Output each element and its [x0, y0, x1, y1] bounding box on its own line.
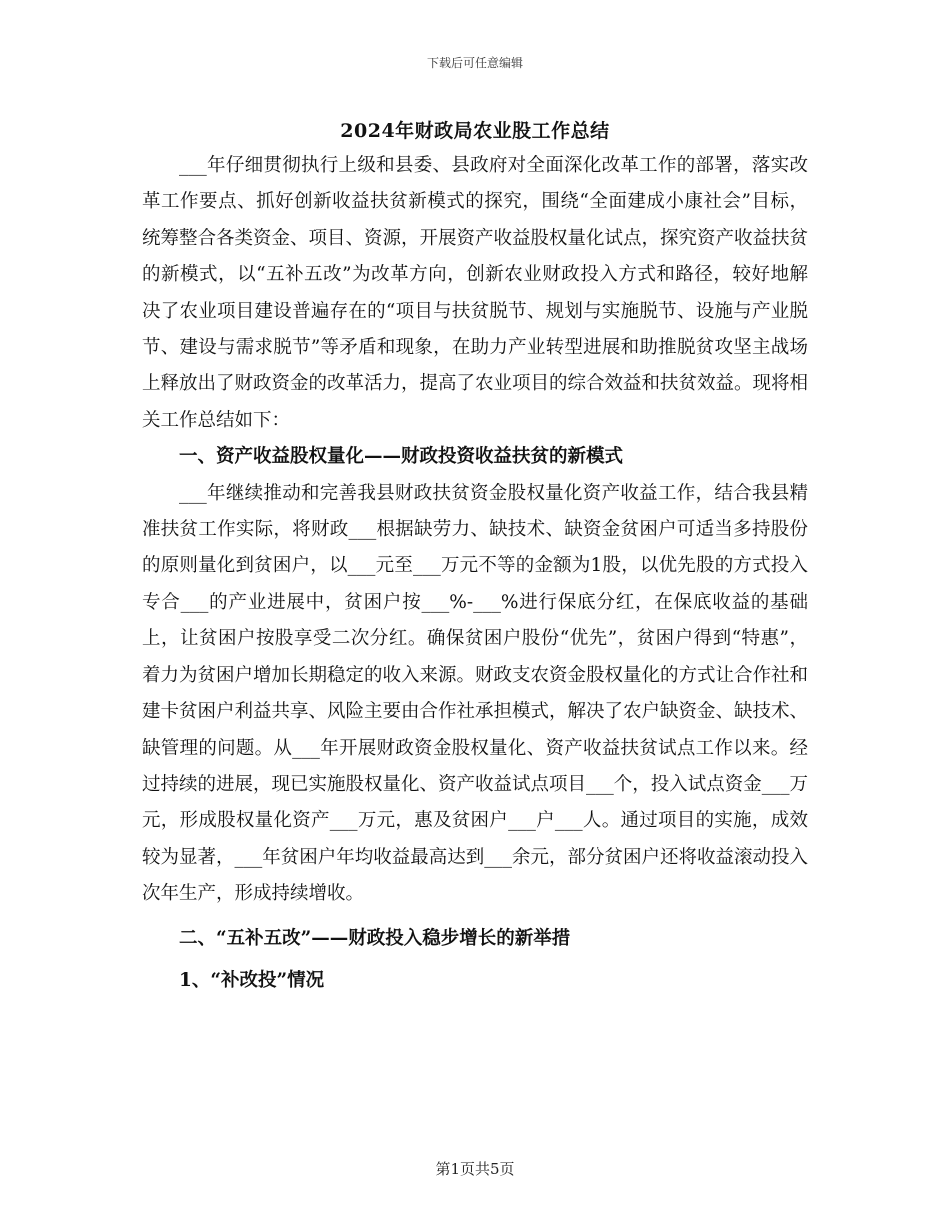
subsection-heading-1: 1、“补改投”情况: [179, 969, 325, 991]
section-heading-1: 一、资产收益股权量化——财政投资收益扶贫的新模式: [179, 446, 624, 468]
page-header: 下载后可任意编辑: [426, 56, 523, 70]
page-footer: 第1页共5页: [435, 1160, 515, 1178]
section-heading-2: 二、“五补五改”——财政投入稳步增长的新举措: [179, 927, 571, 949]
intro-paragraph: ___年仔细贯彻执行上级和县委、县政府对全面深化改革工作的部署，落实改革工作要点、抓好创新收益扶贫新模式的探究，围绕“全面建成小康社会”目标，统筹整合各类资金、项目、资源，开展资产收益股权量化试点，探究资产收益扶贫的新模式，以“五补五改”为改革方向，创新农业财政投入方式和路径，较好地解决了农业项目建设普遍存在的“项目与扶贫脱节、规划与实施脱节、设施与产业脱节、建设与需求脱节”等矛盾和现象，在助力产业转型进展和助推脱贫攻坚主战场上释放出了财政资金的改革活力，提高了农业项目的综合效益和扶贫效益。现将相关工作总结如下：: [142, 155, 809, 431]
section-1-paragraph: ___年继续推动和完善我县财政扶贫资金股权量化资产收益工作，结合我县精准扶贫工作实际，将财政___根据缺劳力、缺技术、缺资金贫困户可适当多持股份的原则量化到贫困户，以___元至___万元不等的金额为1股，以优先股的方式投入专合___的产业进展中，贫困户按___%-___%进行保底分红，在保底收益的基础上，让贫困户按股享受二次分红。确保贫困户股份“优先”，贫困户得到“特惠”，着力为贫困户增加长期稳定的收入来源。财政支农资金股权量化的方式让合作社和建卡贫困户利益共享、风险主要由合作社承担模式，解决了农户缺资金、缺技术、缺管理的问题。从___年开展财政资金股权量化、资产收益扶贫试点工作以来。经过持续的进展，现已实施股权量化、资产收益试点项目___个，投入试点资金___万元，形成股权量化资产___万元，惠及贫困户___户___人。通过项目的实施，成效较为显著，___年贫困户年均收益最高达到___余元，部分贫困户还将收益滚动投入次年生产，形成持续增收。: [142, 482, 809, 905]
document-title: 2024年财政局农业股工作总结: [340, 120, 610, 142]
document-body: [142, 148, 808, 999]
